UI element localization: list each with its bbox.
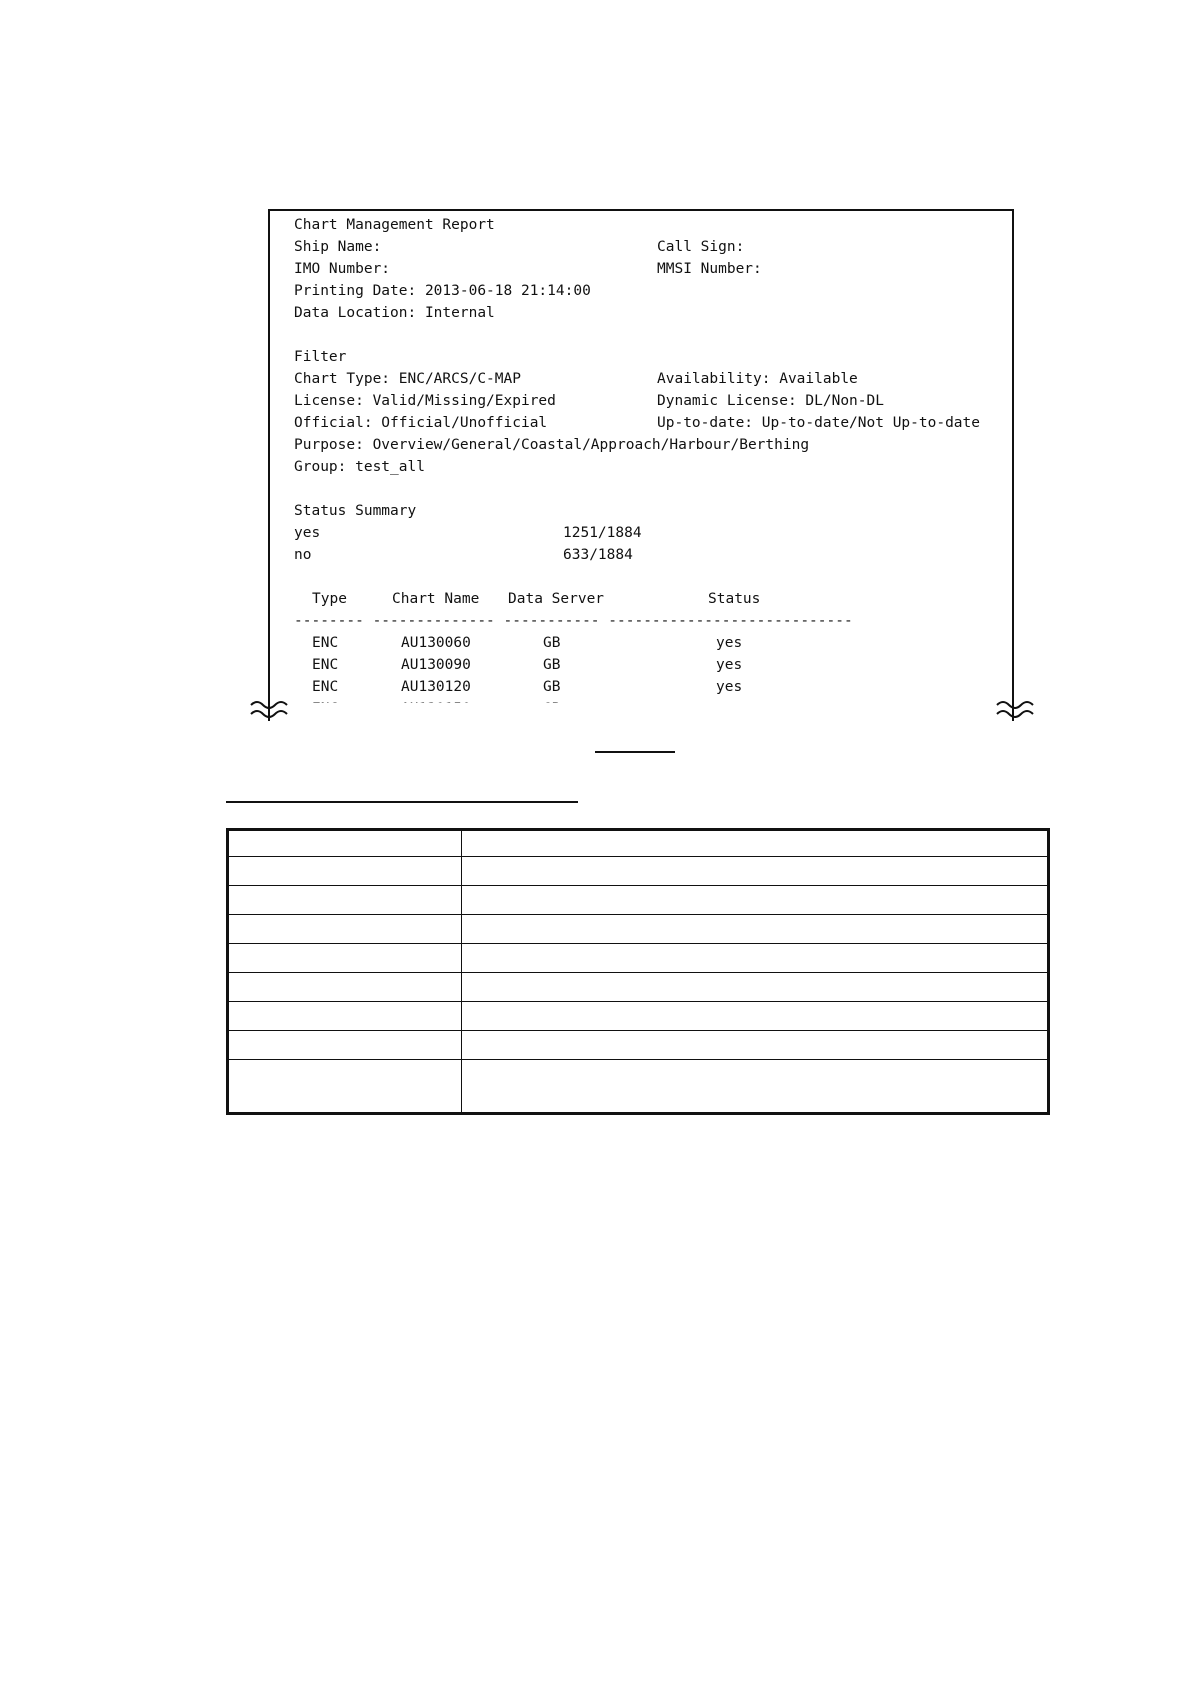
row-status: yes	[716, 679, 743, 695]
summary-no-label: no	[294, 547, 312, 563]
row-chart-name: AU130060	[401, 635, 471, 651]
column-header-data-server: Data Server	[508, 591, 605, 607]
table-row	[228, 1060, 1049, 1114]
report-printout	[268, 209, 1014, 721]
data-location-field: Data Location: Internal	[294, 305, 495, 321]
table-row	[228, 915, 1049, 944]
table-cell	[462, 1031, 1049, 1060]
group-field: Group: test_all	[294, 459, 425, 475]
call-sign-field: Call Sign:	[657, 239, 745, 255]
row-chart-name: AU130090	[401, 657, 471, 673]
up-to-date-field: Up-to-date: Up-to-date/Not Up-to-date	[657, 415, 981, 431]
table-row	[228, 886, 1049, 915]
column-header-type: Type	[312, 591, 347, 607]
availability-field: Availability: Available	[657, 371, 858, 387]
table-cell	[462, 973, 1049, 1002]
official-field: Official: Official/Unofficial	[294, 415, 548, 431]
table-cell	[462, 1002, 1049, 1031]
ship-name-field: Ship Name:	[294, 239, 382, 255]
table-cell	[462, 886, 1049, 915]
table-cell	[228, 973, 462, 1002]
printout-cutoff-mask	[270, 703, 1012, 721]
dynamic-license-field: Dynamic License: DL/Non-DL	[657, 393, 884, 409]
table-cell	[462, 830, 1049, 857]
table-cell	[228, 830, 462, 857]
row-status: yes	[716, 657, 743, 673]
table-cell	[228, 857, 462, 886]
table-row	[228, 857, 1049, 886]
description-table	[226, 828, 1050, 1115]
table-cell	[228, 944, 462, 973]
status-summary-heading: Status Summary	[294, 503, 417, 519]
table-cell	[228, 1002, 462, 1031]
filter-heading: Filter	[294, 349, 347, 365]
table-row	[228, 944, 1049, 973]
row-type: ENC	[312, 635, 339, 651]
purpose-field: Purpose: Overview/General/Coastal/Approach/Harbour/Berthing	[294, 437, 810, 453]
table-cell	[462, 915, 1049, 944]
right-break-wave-icon	[994, 695, 1034, 723]
table-cell	[462, 857, 1049, 886]
table-row	[228, 1002, 1049, 1031]
section-heading-underline	[226, 801, 578, 803]
figure-caption-underline	[595, 751, 675, 753]
summary-no-value: 633/1884	[563, 547, 633, 563]
table-row	[228, 830, 1049, 857]
row-chart-name: AU130120	[401, 679, 471, 695]
table-cell	[462, 1060, 1049, 1114]
imo-number-field: IMO Number:	[294, 261, 391, 277]
row-data-server: GB	[543, 635, 561, 651]
table-row	[228, 1031, 1049, 1060]
row-status: yes	[716, 635, 743, 651]
table-cell	[228, 915, 462, 944]
left-break-wave-icon	[248, 695, 288, 723]
table-cell	[228, 1031, 462, 1060]
table-cell	[228, 1060, 462, 1114]
printing-date-field: Printing Date: 2013-06-18 21:14:00	[294, 283, 591, 299]
report-title: Chart Management Report	[294, 217, 495, 233]
column-header-chart-name: Chart Name	[392, 591, 480, 607]
row-type: ENC	[312, 679, 339, 695]
row-type: ENC	[312, 657, 339, 673]
license-field: License: Valid/Missing/Expired	[294, 393, 556, 409]
header-separator: -------- -------------- ----------- ----------------------------	[294, 613, 853, 629]
table-cell	[228, 886, 462, 915]
column-header-status: Status	[708, 591, 761, 607]
chart-type-field: Chart Type: ENC/ARCS/C-MAP	[294, 371, 521, 387]
row-data-server: GB	[543, 657, 561, 673]
row-data-server: GB	[543, 679, 561, 695]
summary-yes-label: yes	[294, 525, 321, 541]
summary-yes-value: 1251/1884	[563, 525, 642, 541]
table-cell	[462, 944, 1049, 973]
table-row	[228, 973, 1049, 1002]
mmsi-number-field: MMSI Number:	[657, 261, 762, 277]
